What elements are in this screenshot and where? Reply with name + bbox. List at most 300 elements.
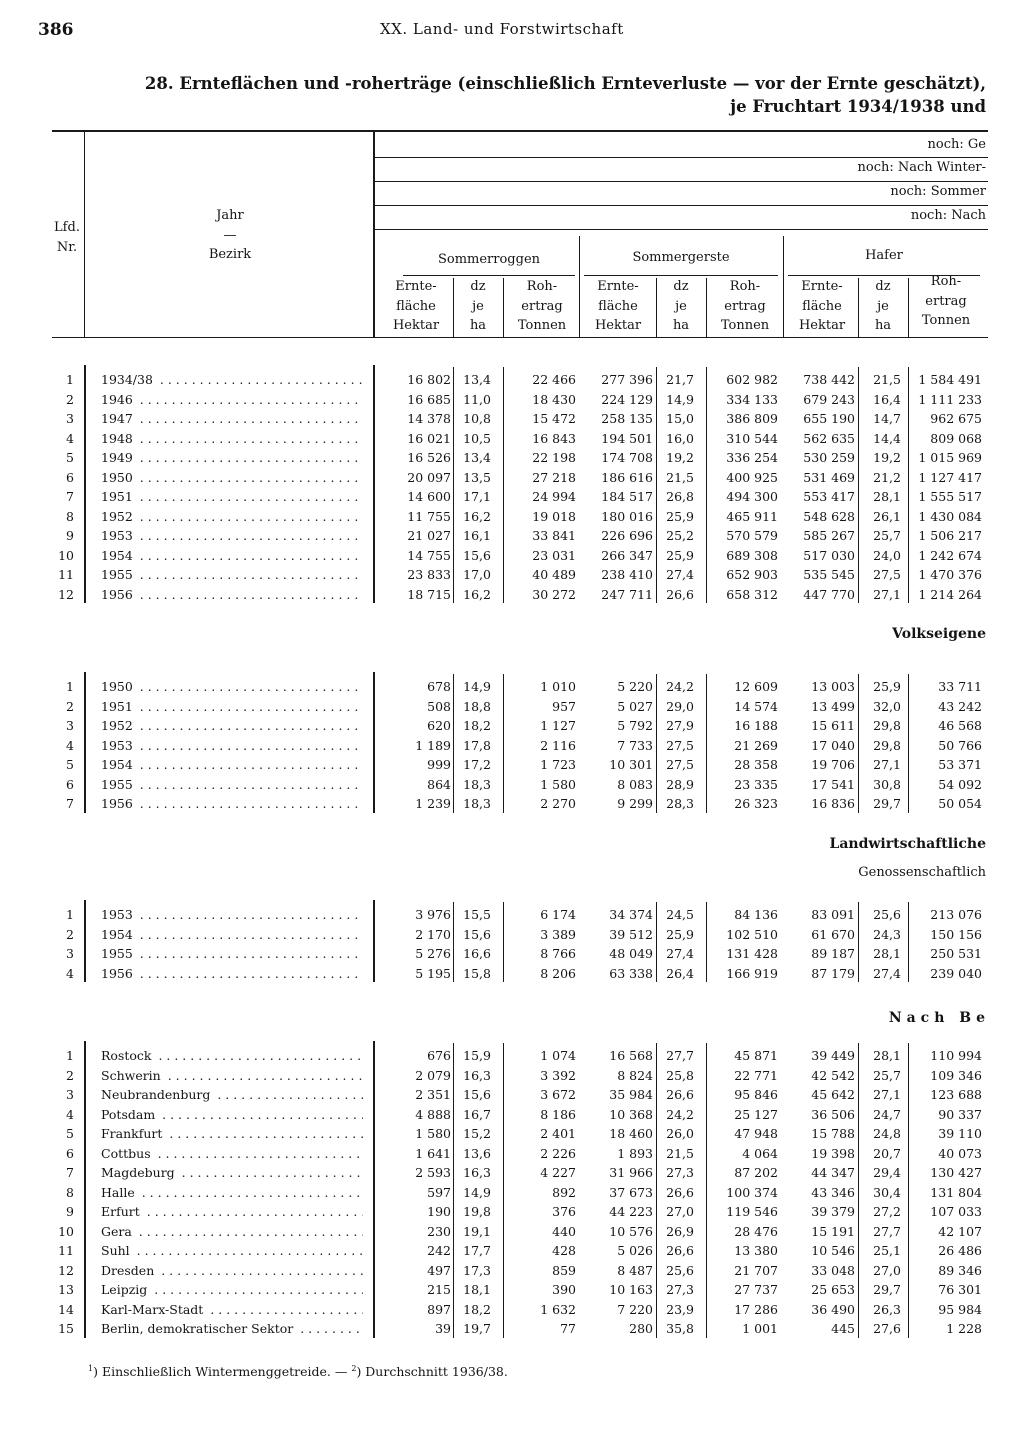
row-label-text: Suhl [101, 1243, 133, 1258]
row-number: 1 [66, 679, 74, 694]
cell-hafer-ertrag-je-ha: 27,4 [873, 965, 901, 981]
cell-sommergerste-flaeche: 8 824 [617, 1067, 653, 1083]
cell-sommergerste-flaeche: 258 135 [601, 411, 653, 426]
row-label-text: Potsdam [101, 1107, 158, 1122]
cell-sommergerste-rohertrag: 570 579 [726, 528, 778, 543]
cell-sommerroggen-ertrag-je-ha: 18,2 [463, 718, 491, 733]
cell-sommerroggen-rohertrag: 18 430 [532, 391, 576, 407]
cell-sommerroggen-rohertrag: 390 [552, 1282, 576, 1297]
cell-sommerroggen-rohertrag: 8 766 [540, 946, 576, 961]
table-row-volkseigene [0, 756, 1024, 776]
cell-sommergerste-rohertrag: 23 335 [734, 776, 778, 792]
cell-sommergerste-rohertrag: 100 374 [726, 1184, 778, 1200]
cell-sommerroggen-rohertrag: 2 270 [540, 796, 576, 811]
cell-hafer-ertrag-je-ha: 29,8 [873, 737, 901, 753]
cell-hafer-flaeche: 19 706 [811, 757, 855, 772]
cell-hafer-rohertrag: 1 555 517 [918, 489, 982, 504]
cell-hafer-flaeche: 548 628 [803, 508, 855, 524]
cell-hafer-flaeche: 42 542 [811, 1067, 855, 1083]
row-label [101, 548, 363, 563]
cell-sommerroggen-ertrag-je-ha: 15,8 [463, 965, 491, 981]
cell-sommergerste-ertrag-je-ha: 14,9 [666, 391, 694, 407]
cell-sommergerste-rohertrag: 21 269 [734, 737, 778, 753]
cell-sommerroggen-flaeche: 678 [427, 679, 451, 694]
subhdr-dz-je-ha: dz je ha [469, 279, 487, 333]
cell-sommerroggen-flaeche: 21 027 [407, 528, 451, 543]
row-number: 9 [66, 1204, 74, 1219]
cell-sommergerste-flaeche: 10 301 [609, 757, 653, 772]
table-row-lpg [0, 906, 1024, 926]
cell-hafer-rohertrag: 131 804 [930, 1184, 982, 1200]
cell-sommerroggen-ertrag-je-ha: 17,3 [463, 1262, 491, 1278]
cell-sommerroggen-rohertrag: 22 198 [532, 450, 576, 465]
table-row-main [0, 371, 1024, 391]
table-row-volkseigene [0, 776, 1024, 796]
cell-hafer-rohertrag: 1 214 264 [918, 586, 982, 602]
row-label-text: 1946 [101, 392, 136, 407]
cell-sommergerste-ertrag-je-ha: 25,9 [666, 926, 694, 942]
cell-sommerroggen-rohertrag: 1 632 [540, 1301, 576, 1317]
cell-sommerroggen-flaeche: 508 [427, 698, 451, 714]
cell-hafer-flaeche: 44 347 [811, 1165, 855, 1180]
cell-hafer-rohertrag: 90 337 [938, 1106, 982, 1122]
cell-sommergerste-ertrag-je-ha: 25,9 [666, 547, 694, 563]
row-number: 1 [66, 907, 74, 922]
row-label-text: Schwerin [101, 1068, 164, 1083]
cell-sommergerste-flaeche: 280 [629, 1321, 653, 1336]
cell-sommerroggen-flaeche: 2 593 [415, 1165, 451, 1180]
cell-sommergerste-flaeche: 44 223 [609, 1204, 653, 1219]
cell-hafer-flaeche: 87 179 [811, 965, 855, 981]
cell-sommerroggen-flaeche: 3 976 [415, 907, 451, 922]
cell-sommergerste-flaeche: 8 083 [617, 776, 653, 792]
subcol-divider-1 [453, 278, 454, 337]
crop-rule-sommerroggen [403, 275, 575, 276]
cell-sommerroggen-rohertrag: 22 466 [532, 372, 576, 387]
row-label-text: 1956 [101, 796, 136, 811]
cell-sommerroggen-rohertrag: 428 [552, 1243, 576, 1258]
cell-sommerroggen-rohertrag: 957 [552, 698, 576, 714]
cell-hafer-flaeche: 530 259 [803, 450, 855, 465]
cell-hafer-rohertrag: 239 040 [930, 965, 982, 981]
row-label-text: 1952 [101, 509, 136, 524]
cell-hafer-rohertrag: 1 127 417 [918, 469, 982, 485]
cell-sommerroggen-rohertrag: 2 226 [540, 1145, 576, 1161]
cell-hafer-rohertrag: 1 584 491 [918, 372, 982, 387]
table-row-lpg [0, 965, 1024, 985]
cell-hafer-flaeche: 16 836 [811, 796, 855, 811]
cell-hafer-rohertrag: 250 531 [930, 946, 982, 961]
cell-sommergerste-flaeche: 184 517 [601, 489, 653, 504]
cell-hafer-ertrag-je-ha: 28,1 [873, 946, 901, 961]
row-number: 3 [66, 718, 74, 733]
cell-sommergerste-flaeche: 48 049 [609, 946, 653, 961]
cell-sommerroggen-ertrag-je-ha: 15,5 [463, 907, 491, 922]
cell-sommergerste-ertrag-je-ha: 27,5 [666, 737, 694, 753]
table-row-bezirke [0, 1125, 1024, 1145]
cell-hafer-ertrag-je-ha: 27,6 [873, 1321, 901, 1336]
cell-hafer-flaeche: 585 267 [803, 528, 855, 543]
cell-sommerroggen-flaeche: 2 079 [415, 1067, 451, 1083]
cell-sommerroggen-ertrag-je-ha: 16,3 [463, 1165, 491, 1180]
row-label-text: 1954 [101, 927, 136, 942]
row-label-text: 1950 [101, 679, 136, 694]
cell-hafer-flaeche: 10 546 [811, 1243, 855, 1258]
cell-sommerroggen-flaeche: 497 [427, 1262, 451, 1278]
cell-sommerroggen-rohertrag: 2 116 [540, 737, 576, 753]
table-row-volkseigene [0, 795, 1024, 815]
table-row-bezirke [0, 1223, 1024, 1243]
cell-sommerroggen-ertrag-je-ha: 16,6 [463, 946, 491, 961]
header-group-rule-1 [375, 157, 988, 158]
cell-sommerroggen-ertrag-je-ha: 19,7 [463, 1321, 491, 1336]
group-line-4: noch: Nach [910, 208, 986, 223]
row-number: 15 [58, 1321, 74, 1336]
cell-sommergerste-rohertrag: 602 982 [726, 372, 778, 387]
table-row-bezirke [0, 1164, 1024, 1184]
cell-hafer-flaeche: 17 040 [811, 737, 855, 753]
row-label-text: 1951 [101, 489, 136, 504]
cell-hafer-ertrag-je-ha: 29,7 [873, 796, 901, 811]
row-label [101, 372, 363, 387]
cell-hafer-ertrag-je-ha: 27,1 [873, 586, 901, 602]
cell-hafer-flaeche: 39 379 [811, 1204, 855, 1219]
table-row-main [0, 566, 1024, 586]
row-label-text: 1934/38 [101, 372, 156, 387]
cell-sommerroggen-flaeche: 14 378 [407, 411, 451, 426]
subhdr-ernteflaeche: Ernte- fläche Hektar [594, 279, 642, 333]
cell-hafer-rohertrag: 89 346 [938, 1262, 982, 1278]
cell-sommerroggen-ertrag-je-ha: 15,2 [463, 1126, 491, 1141]
table-row-main [0, 508, 1024, 528]
cell-hafer-ertrag-je-ha: 14,4 [873, 430, 901, 446]
cell-hafer-flaeche: 15 611 [811, 718, 855, 733]
cell-sommergerste-rohertrag: 84 136 [734, 907, 778, 922]
cell-hafer-flaeche: 13 499 [811, 698, 855, 714]
cell-hafer-flaeche: 13 003 [811, 679, 855, 694]
cell-sommerroggen-ertrag-je-ha: 19,8 [463, 1204, 491, 1219]
row-label [101, 1204, 363, 1219]
group-line-1: noch: Ge [927, 137, 986, 152]
cell-hafer-flaeche: 517 030 [803, 547, 855, 563]
cell-hafer-flaeche: 655 190 [803, 411, 855, 426]
cell-hafer-ertrag-je-ha: 19,2 [873, 450, 901, 465]
cell-sommerroggen-rohertrag: 4 227 [540, 1165, 576, 1180]
cell-sommerroggen-ertrag-je-ha: 14,9 [463, 679, 491, 694]
table-row-main [0, 547, 1024, 567]
cell-hafer-rohertrag: 50 054 [938, 796, 982, 811]
table-title-line-1: 28. Ernteflächen und -roherträge (einschließlich Ernteverluste — vor der Ernte geschätzt), [144, 74, 986, 93]
cell-hafer-ertrag-je-ha: 21,2 [873, 469, 901, 485]
cell-sommergerste-rohertrag: 14 574 [734, 698, 778, 714]
cell-hafer-flaeche: 19 398 [811, 1145, 855, 1161]
cell-sommergerste-flaeche: 174 708 [601, 450, 653, 465]
row-label [101, 587, 363, 602]
cell-sommerroggen-rohertrag: 1 580 [540, 776, 576, 792]
cell-sommergerste-ertrag-je-ha: 24,2 [666, 1106, 694, 1122]
cell-hafer-rohertrag: 54 092 [938, 776, 982, 792]
row-label [101, 679, 363, 694]
cell-sommergerste-flaeche: 266 347 [601, 547, 653, 563]
cell-hafer-rohertrag: 39 110 [938, 1126, 982, 1141]
header-group-rule-4 [375, 229, 988, 230]
cell-hafer-rohertrag: 213 076 [930, 907, 982, 922]
cell-sommerroggen-rohertrag: 1 074 [540, 1048, 576, 1063]
cell-sommerroggen-ertrag-je-ha: 17,1 [463, 489, 491, 504]
row-label-text: Dresden [101, 1263, 157, 1278]
cell-sommerroggen-rohertrag: 40 489 [532, 567, 576, 582]
table-row-bezirke [0, 1047, 1024, 1067]
row-number: 4 [66, 430, 74, 446]
cell-sommerroggen-ertrag-je-ha: 16,7 [463, 1106, 491, 1122]
cell-sommerroggen-rohertrag: 2 401 [540, 1126, 576, 1141]
cell-sommergerste-flaeche: 63 338 [609, 965, 653, 981]
cell-sommergerste-rohertrag: 689 308 [726, 547, 778, 563]
cell-sommergerste-flaeche: 18 460 [609, 1126, 653, 1141]
cell-sommerroggen-ertrag-je-ha: 15,6 [463, 1087, 491, 1102]
cell-sommergerste-rohertrag: 26 323 [734, 796, 778, 811]
row-label-text: Gera [101, 1224, 135, 1239]
cell-sommergerste-ertrag-je-ha: 27,4 [666, 567, 694, 582]
table-row-main [0, 410, 1024, 430]
row-label [101, 450, 363, 465]
row-label-text: Neubrandenburg [101, 1087, 213, 1102]
cell-sommergerste-rohertrag: 21 707 [734, 1262, 778, 1278]
cell-hafer-flaeche: 36 506 [811, 1106, 855, 1122]
table-row-bezirke [0, 1203, 1024, 1223]
cell-sommerroggen-ertrag-je-ha: 17,2 [463, 757, 491, 772]
cell-sommergerste-ertrag-je-ha: 27,9 [666, 718, 694, 733]
row-label [101, 1048, 363, 1063]
cell-sommerroggen-flaeche: 16 685 [407, 391, 451, 407]
cell-hafer-ertrag-je-ha: 27,1 [873, 757, 901, 772]
row-label-text: Frankfurt [101, 1126, 165, 1141]
cell-sommergerste-ertrag-je-ha: 26,0 [666, 1126, 694, 1141]
cell-hafer-flaeche: 738 442 [803, 372, 855, 387]
cell-sommerroggen-rohertrag: 24 994 [532, 489, 576, 504]
lfd-nr-header: Lfd. Nr. [54, 220, 80, 255]
cell-sommerroggen-ertrag-je-ha: 16,2 [463, 508, 491, 524]
table-row-bezirke [0, 1320, 1024, 1340]
cell-sommergerste-rohertrag: 27 737 [734, 1282, 778, 1297]
cell-sommerroggen-flaeche: 1 641 [415, 1145, 451, 1161]
page-number: 386 [38, 20, 74, 40]
cell-sommergerste-ertrag-je-ha: 35,8 [666, 1321, 694, 1336]
row-label-text: 1955 [101, 777, 136, 792]
cell-sommerroggen-ertrag-je-ha: 18,3 [463, 796, 491, 811]
cell-sommerroggen-rohertrag: 19 018 [532, 508, 576, 524]
cell-sommerroggen-flaeche: 14 755 [407, 547, 451, 563]
cell-sommergerste-rohertrag: 386 809 [726, 411, 778, 426]
subcol-divider-5 [858, 278, 859, 337]
cell-hafer-flaeche: 535 545 [803, 567, 855, 582]
row-number: 12 [58, 586, 74, 602]
cell-sommergerste-rohertrag: 465 911 [726, 508, 778, 524]
cell-sommerroggen-ertrag-je-ha: 15,9 [463, 1048, 491, 1063]
cell-sommerroggen-ertrag-je-ha: 16,2 [463, 586, 491, 602]
row-number: 6 [66, 469, 74, 485]
row-label [101, 392, 363, 407]
row-label-text: 1956 [101, 966, 136, 981]
cell-sommergerste-ertrag-je-ha: 16,0 [666, 430, 694, 446]
cell-sommergerste-rohertrag: 87 202 [734, 1165, 778, 1180]
cell-sommergerste-ertrag-je-ha: 24,2 [666, 679, 694, 694]
section-title-volkseigene: Volkseigene [892, 626, 986, 642]
row-label-text: 1953 [101, 528, 136, 543]
cell-hafer-rohertrag: 46 568 [938, 718, 982, 733]
row-label-text: 1952 [101, 718, 136, 733]
cell-sommerroggen-rohertrag: 440 [552, 1223, 576, 1239]
cell-hafer-rohertrag: 110 994 [930, 1048, 982, 1063]
cell-sommergerste-flaeche: 180 016 [601, 508, 653, 524]
cell-sommerroggen-flaeche: 1 580 [415, 1126, 451, 1141]
group-line-3: noch: Sommer [890, 184, 986, 199]
cell-hafer-rohertrag: 42 107 [938, 1223, 982, 1239]
cell-sommerroggen-flaeche: 999 [427, 757, 451, 772]
row-number: 5 [66, 450, 74, 465]
row-label [101, 1302, 363, 1317]
cell-sommergerste-flaeche: 5 027 [617, 698, 653, 714]
row-label [101, 567, 363, 582]
section-subtitle-genossenschaftlich: Genossenschaftlich [858, 865, 986, 880]
cell-sommergerste-flaeche: 247 711 [601, 586, 653, 602]
table-row-volkseigene [0, 737, 1024, 757]
table-row-bezirke [0, 1281, 1024, 1301]
cell-hafer-ertrag-je-ha: 29,8 [873, 718, 901, 733]
cell-sommergerste-flaeche: 37 673 [609, 1184, 653, 1200]
table-row-lpg [0, 945, 1024, 965]
row-label [101, 509, 363, 524]
cell-sommergerste-rohertrag: 334 133 [726, 391, 778, 407]
table-row-bezirke [0, 1262, 1024, 1282]
cell-sommergerste-ertrag-je-ha: 25,8 [666, 1067, 694, 1083]
row-number: 13 [58, 1282, 74, 1297]
row-label-text: 1949 [101, 450, 136, 465]
cell-hafer-ertrag-je-ha: 29,7 [873, 1282, 901, 1297]
header-bottom-rule [52, 337, 988, 338]
row-label-text: Erfurt [101, 1204, 143, 1219]
cell-sommergerste-rohertrag: 22 771 [734, 1067, 778, 1083]
cell-sommergerste-flaeche: 39 512 [609, 926, 653, 942]
cell-hafer-ertrag-je-ha: 24,8 [873, 1126, 901, 1141]
cell-sommergerste-rohertrag: 95 846 [734, 1087, 778, 1102]
cell-hafer-rohertrag: 130 427 [930, 1165, 982, 1180]
cell-sommergerste-rohertrag: 400 925 [726, 469, 778, 485]
cell-sommergerste-ertrag-je-ha: 26,8 [666, 489, 694, 504]
row-label-text: 1954 [101, 757, 136, 772]
table-row-volkseigene [0, 717, 1024, 737]
cell-sommerroggen-ertrag-je-ha: 18,1 [463, 1282, 491, 1297]
cell-sommerroggen-rohertrag: 3 392 [540, 1067, 576, 1083]
cell-sommergerste-ertrag-je-ha: 29,0 [666, 698, 694, 714]
cell-sommergerste-rohertrag: 166 919 [726, 965, 778, 981]
cell-sommergerste-ertrag-je-ha: 26,6 [666, 1087, 694, 1102]
cell-hafer-rohertrag: 1 242 674 [918, 547, 982, 563]
cell-hafer-rohertrag: 1 111 233 [918, 391, 982, 407]
cell-sommergerste-ertrag-je-ha: 27,3 [666, 1282, 694, 1297]
cell-sommergerste-rohertrag: 12 609 [734, 679, 778, 694]
table-row-volkseigene [0, 698, 1024, 718]
cell-sommerroggen-rohertrag: 1 127 [540, 718, 576, 733]
cell-sommerroggen-flaeche: 39 [435, 1321, 451, 1336]
row-label [101, 796, 363, 811]
row-label-text: 1954 [101, 548, 136, 563]
row-number: 3 [66, 946, 74, 961]
row-label-text: Rostock [101, 1048, 154, 1063]
row-label-text: Magdeburg [101, 1165, 178, 1180]
table-row-main [0, 488, 1024, 508]
cell-sommergerste-flaeche: 10 163 [609, 1282, 653, 1297]
cell-sommergerste-ertrag-je-ha: 26,6 [666, 1243, 694, 1258]
subhdr-rohertrag: Roh- ertrag Tonnen [921, 274, 971, 328]
cell-hafer-flaeche: 25 653 [811, 1282, 855, 1297]
cell-sommergerste-rohertrag: 47 948 [734, 1126, 778, 1141]
cell-sommerroggen-flaeche: 1 239 [415, 796, 451, 811]
cell-sommergerste-flaeche: 226 696 [601, 528, 653, 543]
cell-sommergerste-flaeche: 34 374 [609, 907, 653, 922]
cell-sommerroggen-ertrag-je-ha: 17,7 [463, 1243, 491, 1258]
cell-hafer-ertrag-je-ha: 29,4 [873, 1165, 901, 1180]
row-label [101, 1068, 363, 1083]
cell-sommerroggen-ertrag-je-ha: 10,8 [463, 411, 491, 426]
row-label [101, 757, 363, 772]
row-number: 1 [66, 1048, 74, 1063]
cell-sommergerste-flaeche: 224 129 [601, 391, 653, 407]
row-label [101, 528, 363, 543]
subhdr-rohertrag: Roh- ertrag Tonnen [720, 279, 770, 333]
row-number: 12 [58, 1262, 74, 1278]
cell-hafer-rohertrag: 1 430 084 [918, 508, 982, 524]
cell-sommergerste-ertrag-je-ha: 19,2 [666, 450, 694, 465]
row-label [101, 738, 363, 753]
row-label [101, 1224, 363, 1239]
cell-sommergerste-ertrag-je-ha: 21,5 [666, 469, 694, 485]
row-number: 3 [66, 411, 74, 426]
row-label [101, 1146, 363, 1161]
cell-sommerroggen-rohertrag: 8 186 [540, 1106, 576, 1122]
subhdr-rohertrag: Roh- ertrag Tonnen [517, 279, 567, 333]
cell-hafer-ertrag-je-ha: 25,6 [873, 907, 901, 922]
cell-hafer-ertrag-je-ha: 20,7 [873, 1145, 901, 1161]
row-number: 4 [66, 737, 74, 753]
cell-hafer-flaeche: 553 417 [803, 489, 855, 504]
cell-sommerroggen-rohertrag: 16 843 [532, 430, 576, 446]
cell-sommerroggen-flaeche: 676 [427, 1048, 451, 1063]
row-label-text: Karl-Marx-Stadt [101, 1302, 206, 1317]
cell-sommerroggen-rohertrag: 859 [552, 1262, 576, 1278]
cell-hafer-flaeche: 45 642 [811, 1087, 855, 1102]
cell-sommergerste-ertrag-je-ha: 27,5 [666, 757, 694, 772]
cell-sommerroggen-flaeche: 2 351 [415, 1087, 451, 1102]
row-number: 2 [66, 926, 74, 942]
cell-hafer-rohertrag: 40 073 [938, 1145, 982, 1161]
cell-sommergerste-rohertrag: 336 254 [726, 450, 778, 465]
row-number: 10 [58, 1223, 74, 1239]
row-number: 5 [66, 1126, 74, 1141]
cell-sommergerste-rohertrag: 119 546 [726, 1204, 778, 1219]
row-label [101, 1087, 363, 1102]
cell-hafer-rohertrag: 33 711 [938, 679, 982, 694]
cell-hafer-flaeche: 445 [831, 1321, 855, 1336]
cell-hafer-ertrag-je-ha: 24,7 [873, 1106, 901, 1122]
cell-sommerroggen-flaeche: 16 802 [407, 372, 451, 387]
cell-hafer-flaeche: 679 243 [803, 391, 855, 407]
subcol-divider-6 [908, 278, 909, 337]
cell-sommergerste-flaeche: 7 220 [617, 1301, 653, 1317]
cell-hafer-flaeche: 17 541 [811, 776, 855, 792]
crop-header-sommergerste: Sommergerste [632, 250, 730, 265]
cell-sommerroggen-flaeche: 18 715 [407, 586, 451, 602]
